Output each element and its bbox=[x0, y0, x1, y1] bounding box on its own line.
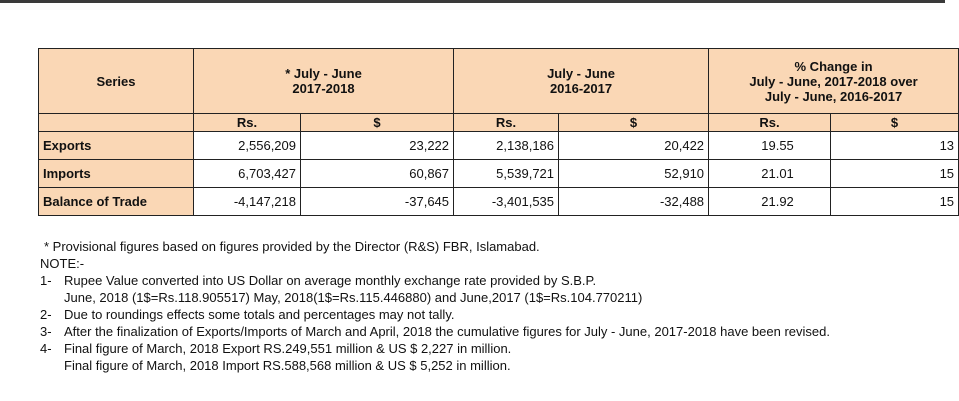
note-1-text: Rupee Value converted into US Dollar on average monthly exchange rate provided by S.B.P. bbox=[64, 273, 597, 288]
subheader-chg-rs: Rs. bbox=[709, 114, 831, 132]
note-4-continuation: Final figure of March, 2018 Import RS.588,568 million & US $ 5,252 in million. bbox=[64, 358, 511, 373]
row-label: Imports bbox=[39, 160, 194, 188]
cell-p1-rs: -4,147,218 bbox=[194, 188, 301, 216]
cell-chg-usd: 15 bbox=[831, 188, 959, 216]
note-3 bbox=[40, 323, 940, 340]
cell-p2-usd: -32,488 bbox=[559, 188, 709, 216]
header-period2-line2: 2016-2017 bbox=[549, 81, 613, 96]
header-period-2017-2018 bbox=[194, 49, 454, 114]
trade-table bbox=[38, 48, 959, 216]
row-label: Exports bbox=[39, 132, 194, 160]
provisional-note: * Provisional figures based on figures provided by the Director (R&S) FBR, Islamabad. bbox=[44, 239, 540, 254]
note-1 bbox=[40, 272, 940, 289]
cell-chg-usd: 15 bbox=[831, 160, 959, 188]
header-change-line1: % Change in bbox=[794, 58, 873, 74]
cell-p2-usd: 20,422 bbox=[559, 132, 709, 160]
note-number: 1- bbox=[40, 273, 52, 288]
note-2-text: Due to roundings effects some totals and percentages may not tally. bbox=[64, 307, 455, 322]
note-3-text: After the finalization of Exports/Imports of March and April, 2018 the cumulative figures for July - June, 2017-2018 have been revised. bbox=[64, 324, 830, 339]
header-change-line3: July - June, 2016-2017 bbox=[764, 88, 903, 104]
row-label: Balance of Trade bbox=[39, 188, 194, 216]
subheader-p1-rs: Rs. bbox=[194, 114, 301, 132]
header-series: Series bbox=[39, 49, 194, 114]
table-row-imports bbox=[39, 160, 959, 188]
note-2 bbox=[40, 306, 940, 323]
subheader-blank bbox=[39, 114, 194, 132]
cell-p1-usd: -37,645 bbox=[301, 188, 454, 216]
cell-p2-rs: -3,401,535 bbox=[454, 188, 559, 216]
table-row-exports bbox=[39, 132, 959, 160]
header-period-2016-2017 bbox=[454, 49, 709, 114]
note-4-text: Final figure of March, 2018 Export RS.249,551 million & US $ 2,227 in million. bbox=[64, 341, 512, 356]
notes-section bbox=[40, 238, 940, 374]
cell-p2-rs: 2,138,186 bbox=[454, 132, 559, 160]
subheader-p2-rs: Rs. bbox=[454, 114, 559, 132]
header-period2-line1: July - June bbox=[547, 66, 615, 81]
note-number: 4- bbox=[40, 341, 52, 356]
cell-chg-rs: 19.55 bbox=[709, 132, 831, 160]
table-row-balance-of-trade bbox=[39, 188, 959, 216]
cell-chg-rs: 21.01 bbox=[709, 160, 831, 188]
cell-p1-rs: 6,703,427 bbox=[194, 160, 301, 188]
header-period1-line1: * July - June bbox=[285, 66, 362, 81]
subheader-p1-usd: $ bbox=[301, 114, 454, 132]
cell-p1-usd: 23,222 bbox=[301, 132, 454, 160]
header-change-line2: July - June, 2017-2018 over bbox=[749, 73, 918, 89]
cell-p2-usd: 52,910 bbox=[559, 160, 709, 188]
cell-p1-rs: 2,556,209 bbox=[194, 132, 301, 160]
cell-chg-usd: 13 bbox=[831, 132, 959, 160]
cell-p1-usd: 60,867 bbox=[301, 160, 454, 188]
note-number: 3- bbox=[40, 324, 52, 339]
note-heading: NOTE:- bbox=[40, 256, 85, 271]
note-4 bbox=[40, 340, 940, 357]
top-border bbox=[0, 0, 945, 3]
subheader-chg-usd: $ bbox=[831, 114, 959, 132]
header-period1-line2: 2017-2018 bbox=[292, 81, 355, 96]
note-number: 2- bbox=[40, 307, 52, 322]
header-row bbox=[39, 49, 959, 114]
subheader-row bbox=[39, 114, 959, 132]
cell-p2-rs: 5,539,721 bbox=[454, 160, 559, 188]
cell-chg-rs: 21.92 bbox=[709, 188, 831, 216]
note-1-continuation: June, 2018 (1$=Rs.118.905517) May, 2018(1$=Rs.115.446880) and June,2017 (1$=Rs.104.770211) bbox=[64, 290, 643, 305]
header-percent-change bbox=[709, 49, 959, 114]
subheader-p2-usd: $ bbox=[559, 114, 709, 132]
